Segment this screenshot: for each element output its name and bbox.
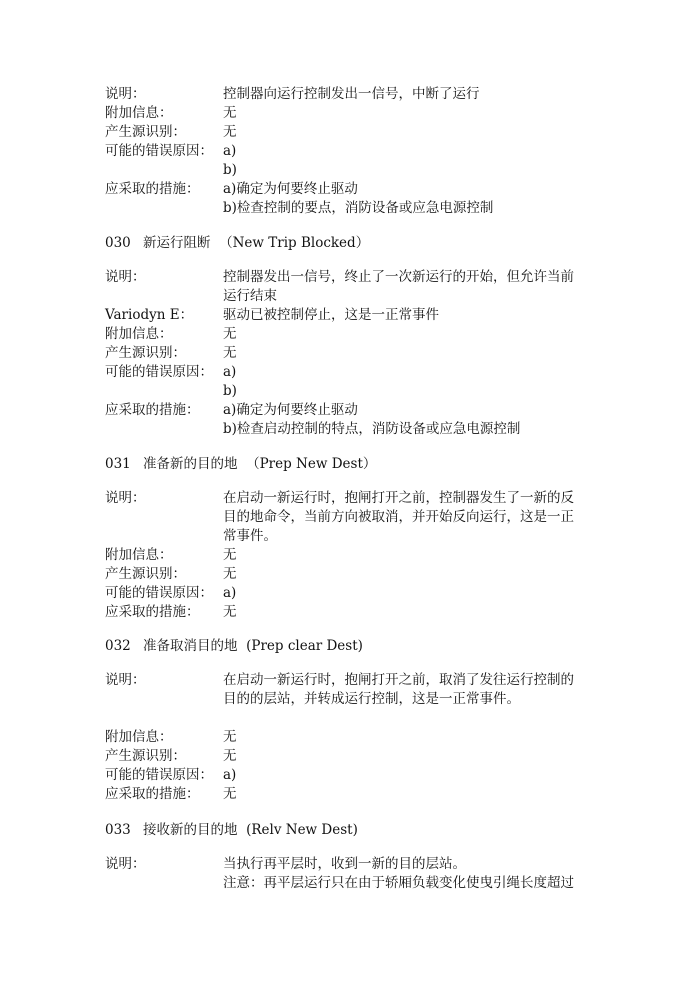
desc-label: 说明： — [105, 672, 146, 688]
action-label: 应采取的措施： — [105, 604, 200, 620]
source-value: 无 — [223, 345, 237, 361]
section-code: 030 — [105, 235, 131, 251]
variodyn-label: Variodyn E： — [105, 307, 194, 323]
source-label: 产生源识别： — [105, 748, 186, 764]
cause-label: 可能的错误原因： — [105, 767, 213, 783]
info-label: 附加信息： — [105, 326, 173, 342]
section-title: 准备新的目的地 — [143, 456, 238, 472]
action-label: 应采取的措施： — [105, 786, 200, 802]
desc-line: 目的地命令，当前方向被取消，并开始反向运行，这是一正 — [223, 509, 574, 525]
desc-line: 运行结束 — [223, 288, 277, 304]
info-value: 无 — [223, 326, 237, 342]
source-value: 无 — [223, 748, 237, 764]
section-heading-031 — [105, 455, 376, 474]
section-title: 准备取消目的地 — [143, 638, 238, 654]
desc-line: 当执行再平层时，收到一新的目的层站。 — [223, 856, 466, 872]
desc-line: 控制器发出一信号，终止了一次新运行的开始，但允许当前 — [223, 269, 574, 285]
cause-label: 可能的错误原因： — [105, 364, 213, 380]
info-value: 无 — [223, 729, 237, 745]
info-value: 无 — [223, 105, 237, 121]
action-value: 无 — [223, 604, 237, 620]
desc-value: 控制器向运行控制发出一信号，中断了运行 — [223, 86, 480, 102]
desc-line: 注意：再平层运行只在由于轿厢负载变化使曳引绳长度超过 — [223, 875, 574, 891]
section-heading-033 — [105, 821, 358, 840]
variodyn-value: 驱动已被控制停止，这是一正常事件 — [223, 307, 439, 323]
section-title-en: (Prep clear Dest) — [246, 638, 363, 654]
section-title: 接收新的目的地 — [143, 822, 238, 838]
section-title-en: (Relv New Dest) — [246, 822, 358, 838]
section-heading-030 — [105, 234, 369, 253]
section-code: 033 — [105, 822, 131, 838]
desc-line: 目的的层站，并转成运行控制，这是一正常事件。 — [223, 691, 520, 707]
desc-label: 说明： — [105, 490, 146, 506]
info-label: 附加信息： — [105, 729, 173, 745]
action-label: 应采取的措施： — [105, 181, 200, 197]
info-label: 附加信息： — [105, 105, 173, 121]
desc-line: 在启动一新运行时，抱闸打开之前，取消了发往运行控制的 — [223, 672, 574, 688]
desc-line: 常事件。 — [223, 528, 277, 544]
desc-label: 说明： — [105, 269, 146, 285]
cause-line: b) — [223, 383, 237, 399]
cause-value: a) — [223, 585, 237, 601]
cause-value: a) — [223, 767, 237, 783]
source-value: 无 — [223, 566, 237, 582]
action-value: 无 — [223, 786, 237, 802]
section-title: 新运行阻断 — [143, 235, 211, 251]
section-heading-032 — [105, 637, 363, 656]
cause-line: b) — [223, 162, 237, 178]
cause-line: a) — [223, 143, 237, 159]
cause-label: 可能的错误原因： — [105, 585, 213, 601]
action-line: b)检查启动控制的特点，消防设备或应急电源控制 — [223, 421, 521, 437]
source-label: 产生源识别： — [105, 566, 186, 582]
source-label: 产生源识别： — [105, 345, 186, 361]
info-label: 附加信息： — [105, 547, 173, 563]
cause-label: 可能的错误原因： — [105, 143, 213, 159]
action-line: a)确定为何要终止驱动 — [223, 181, 358, 197]
cause-line: a) — [223, 364, 237, 380]
desc-label: 说明： — [105, 856, 146, 872]
action-label: 应采取的措施： — [105, 402, 200, 418]
action-line: a)确定为何要终止驱动 — [223, 402, 358, 418]
info-value: 无 — [223, 547, 237, 563]
section-title-en: （Prep New Dest） — [246, 456, 377, 472]
source-label: 产生源识别： — [105, 124, 186, 140]
section-code: 032 — [105, 638, 131, 654]
desc-line: 在启动一新运行时，抱闸打开之前，控制器发生了一新的反 — [223, 490, 574, 506]
action-line: b)检查控制的要点，消防设备或应急电源控制 — [223, 200, 494, 216]
section-title-en: （New Trip Blocked） — [219, 235, 370, 251]
section-code: 031 — [105, 456, 131, 472]
source-value: 无 — [223, 124, 237, 140]
desc-label: 说明： — [105, 86, 146, 102]
